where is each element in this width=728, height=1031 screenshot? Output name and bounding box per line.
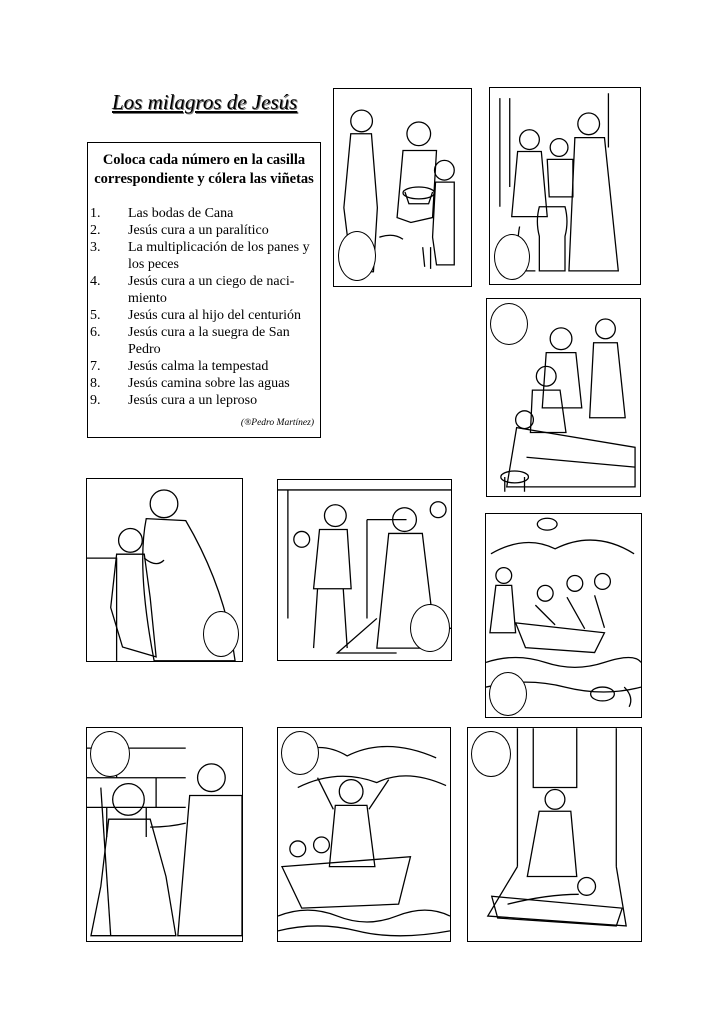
list-item <box>88 239 320 273</box>
panel-loaves-and-fishes <box>333 88 472 287</box>
list-item <box>88 392 320 409</box>
item-text: Jesús cura a un ciego de naci-miento <box>128 274 295 306</box>
item-text: Jesús camina sobre las aguas <box>128 376 290 391</box>
item-number: 3. <box>90 240 101 255</box>
item-number: 5. <box>90 308 101 323</box>
miracles-list <box>88 205 320 409</box>
item-text: Las bodas de Cana <box>128 206 234 221</box>
panel-centurion-son <box>277 479 452 661</box>
item-text: Jesús cura a la suegra de San Pedro <box>128 325 290 357</box>
list-item <box>88 273 320 307</box>
list-item <box>88 375 320 392</box>
instructions-heading-line2: correspondiente y cólera las viñetas <box>94 171 314 187</box>
item-number: 6. <box>90 325 101 340</box>
item-number: 1. <box>90 206 101 221</box>
item-number: 9. <box>90 393 101 408</box>
item-number: 2. <box>90 223 101 238</box>
panel-leper-healed <box>86 478 243 662</box>
list-item <box>88 324 320 358</box>
answer-box[interactable] <box>281 731 319 775</box>
list-item <box>88 358 320 375</box>
answer-box[interactable] <box>203 611 239 657</box>
panel-calming-the-storm <box>277 727 451 942</box>
panel-paralytic-through-roof <box>467 727 642 942</box>
panel-blind-man-healed <box>86 727 243 942</box>
item-number: 7. <box>90 359 101 374</box>
panel-peter-mother-in-law <box>486 298 641 497</box>
item-text: Jesús cura a un leproso <box>128 393 258 408</box>
instructions-heading <box>88 151 320 189</box>
item-text: La multiplicación de los panes y los peces <box>128 240 310 272</box>
list-item <box>88 222 320 239</box>
answer-box[interactable] <box>90 731 130 777</box>
item-number: 8. <box>90 376 101 391</box>
author-credit: (®Pedro Martínez) <box>240 418 314 428</box>
answer-box[interactable] <box>410 604 450 652</box>
instructions-heading-line1: Coloca cada número en la casilla <box>102 152 306 168</box>
list-item <box>88 205 320 222</box>
instructions-box <box>87 142 321 438</box>
answer-box[interactable] <box>490 303 528 345</box>
page-title: Los milagros de Jesús <box>112 90 298 114</box>
answer-box[interactable] <box>338 231 376 281</box>
item-text: Jesús cura al hijo del centurión <box>128 308 302 323</box>
panel-wedding-at-cana <box>489 87 641 285</box>
item-text: Jesús calma la tempestad <box>128 359 269 374</box>
answer-box[interactable] <box>471 731 511 777</box>
answer-box[interactable] <box>489 672 527 716</box>
item-text: Jesús cura a un paralítico <box>128 223 269 238</box>
panel-walking-on-water <box>485 513 642 718</box>
answer-box[interactable] <box>494 234 530 280</box>
item-number: 4. <box>90 274 101 289</box>
list-item <box>88 307 320 324</box>
